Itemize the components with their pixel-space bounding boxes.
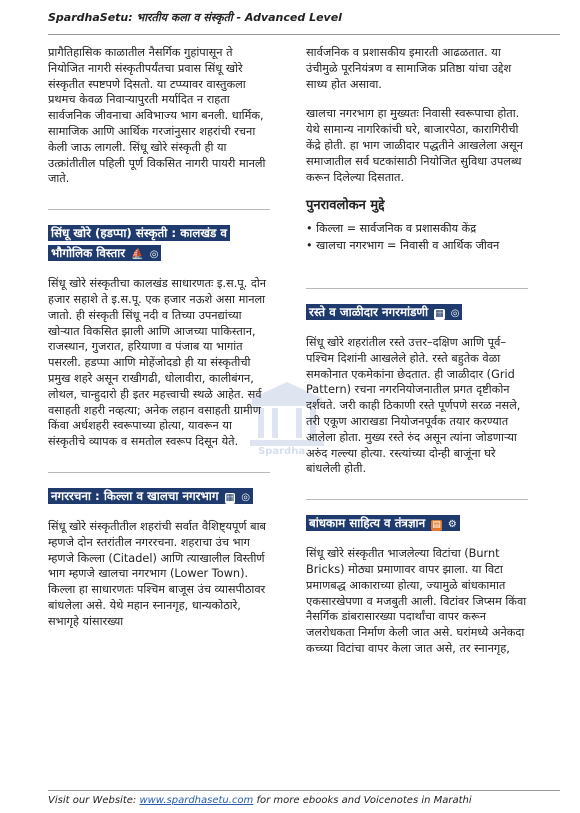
section-divider	[48, 472, 270, 473]
target-icon: ◎	[450, 307, 460, 319]
section-title: नगररचना : किल्ला व खालचा नगरभाग	[51, 488, 219, 503]
lower-town-paragraph: खालचा नगरभाग हा मुख्यतः निवासी स्वरूपाचा होता. येथे सामान्य नागरिकांची घरे, बाजारपेठा, कारागिरीची केंद्रे होती. हा भाग जाळीदार पद्धतीने आखलेला असून समाजातील सर्व घटकांसाठी नियोजित सुविधा उपलब्ध करून दिलेल्या दिसतात.	[306, 107, 523, 184]
list-item: • किल्ला = सार्वजनिक व प्रशासकीय केंद्र	[306, 222, 477, 236]
section-title: बांधकाम साहित्य व तंत्रज्ञान	[309, 516, 426, 531]
page-header	[48, 10, 560, 35]
section-title: रस्ते व जाळीदार नगरमांडणी	[309, 304, 429, 319]
section-paragraph: सिंधू खोरे शहरांतील रस्ते उत्तर–दक्षिण आणि पूर्व–पश्चिम दिशांनी आखलेले होते. रस्ते बहुतेक वेळा समकोनात एकमेकांना छेदतात. ही जाळीदार (Grid Pattern) रचना नगरनियोजनातील प्रगत दृष्टीकोन दर्शवते. जरी काही ठिकाणी रस्ते पूर्णपणे सरळ नसले, तरी एकूण आराखडा नियोजनपूर्वक तयार करण्यात आलेला होता. मुख्य रस्ते रुंद असून त्यांना जोडणाऱ्या अरुंद गल्ल्या होत्या. रस्त्यांच्या दोन्ही बाजूंना घरे बांधलेली होती.	[306, 335, 521, 476]
section-title: सिंधू खोरे (हडप्पा) संस्कृती : कालखंड व भौगोलिक विस्तार	[51, 226, 227, 261]
section-divider	[306, 288, 528, 289]
section-paragraph: सिंधू खोरे संस्कृतीचा कालखंड साधारणतः इ.स.पू. दोन हजार सहाशे ते इ.स.पू. एक हजार नऊशे असा मानला जातो. ही संस्कृती सिंधू नदी व तिच्या उपनद्यांच्या खोऱ्यात विकसित झाली आणि आजच्या पाकिस्तान, राजस्थान, गुजरात, हरियाणा व पंजाब या भागांत पसरली. हडप्पा आणि मोहेंजोदडो ही या संस्कृतीची प्रमुख शहरे असून राखीगढी, धोलावीरा, कालीबंगन, लोथल, चान्हुदारो ही इतर महत्त्वाची स्थळे आहेत. सर्व वसाहती शहरी नव्हत्या; अनेक लहान वसाहती ग्रामीण किंवा अर्धशहरी स्वरूपाच्या होत्या, यावरून या संस्कृतीचे व्यापक व समतोल स्वरूप दिसून येते.	[48, 277, 267, 449]
gear-icon: ⚙	[447, 519, 457, 531]
section-heading-roads-grid	[306, 301, 528, 323]
section-heading-indus-period	[48, 222, 270, 264]
footer-prefix: Visit our Website:	[48, 795, 140, 806]
ship-icon: ⛵	[131, 249, 144, 261]
header-title: SpardhaSetu: भारतीय कला व संस्कृती - Advanced Level	[48, 11, 342, 24]
page-footer	[48, 790, 560, 813]
watermark-text: Spardha	[258, 446, 306, 457]
website-link[interactable]: www.spardhasetu.com	[139, 795, 254, 806]
target-icon: ◎	[149, 249, 159, 261]
section-paragraph: सिंधू खोरे संस्कृतीत भाजलेल्या विटांचा (Burnt Bricks) मोठ्या प्रमाणावर वापर झाला. या विटा प्रमाणबद्ध आकाराच्या होत्या, ज्यामुळे बांधकामात एकसारखेपणा व मजबुती आली. विटांवर जिप्सम किंवा नैसर्गिक डांबरासारख्या पदार्थांचा वापर करून जलरोधकता निर्माण केली जात असे. घरांमध्ये अनेकदा कच्च्या विटांचा वापर केला जात असे, तर स्नानगृह,	[306, 547, 527, 655]
review-heading: पुनरावलोकन मुद्दे	[306, 198, 385, 214]
review-list	[306, 221, 528, 254]
list-item: • खालचा नगरभाग = निवासी व आर्थिक जीवन	[306, 239, 500, 253]
section-divider	[48, 209, 270, 210]
section-heading-construction	[306, 512, 528, 534]
brick-icon: ▤	[432, 520, 441, 531]
section-divider	[306, 499, 528, 500]
right-column	[306, 45, 528, 667]
footer-suffix: for more ebooks and Voicenotes in Marathi	[253, 795, 472, 806]
intro-paragraph: प्रागैतिहासिक काळातील नैसर्गिक गुहांपासून ते नियोजित नागरी संस्कृतीपर्यंतचा प्रवास सिंधू खोरे संस्कृतीत स्पष्टपणे दिसतो. या टप्प्यावर वास्तुकला प्रथमच केवळ निवाऱ्यापुरती मर्यादित न राहता सार्वजनिक जीवनाचा अविभाज्य भाग बनली. धार्मिक, सामाजिक आणि आर्थिक गरजांनुसार शहरांची रचना केली जाऊ लागली. सिंधू खोरे संस्कृती ही या उत्क्रांतीतील पहिली पूर्ण विकसित नागरी पायरी मानली जाते.	[48, 46, 266, 186]
section-paragraph: सिंधू खोरे संस्कृतीतील शहरांची सर्वात वैशिष्ट्यपूर्ण बाब म्हणजे दोन स्तरांतील नगररचना. शहराचा उंच भाग म्हणजे किल्ला (Citadel) आणि त्याखालील विस्तीर्ण भाग म्हणजे खालचा नगरभाग (Lower Town). किल्ला हा साधारणतः पश्चिम बाजूस उंच व्यासपीठावर बांधलेला असे. येथे महान स्नानगृह, धान्यकोठारे, सभागृहे यांसारख्या	[48, 519, 267, 628]
continued-paragraph: सार्वजनिक व प्रशासकीय इमारती आढळतात. या उंचीमुळे पूरनियंत्रण व सामाजिक प्रतिष्ठा यांचा उद्देश साध्य होत असावा.	[306, 46, 512, 91]
target-icon: ◎	[241, 491, 250, 503]
left-column	[48, 45, 270, 640]
grid-icon: ▦	[225, 492, 235, 503]
section-heading-town-planning	[48, 485, 270, 507]
grid-icon: ▦	[435, 308, 444, 319]
